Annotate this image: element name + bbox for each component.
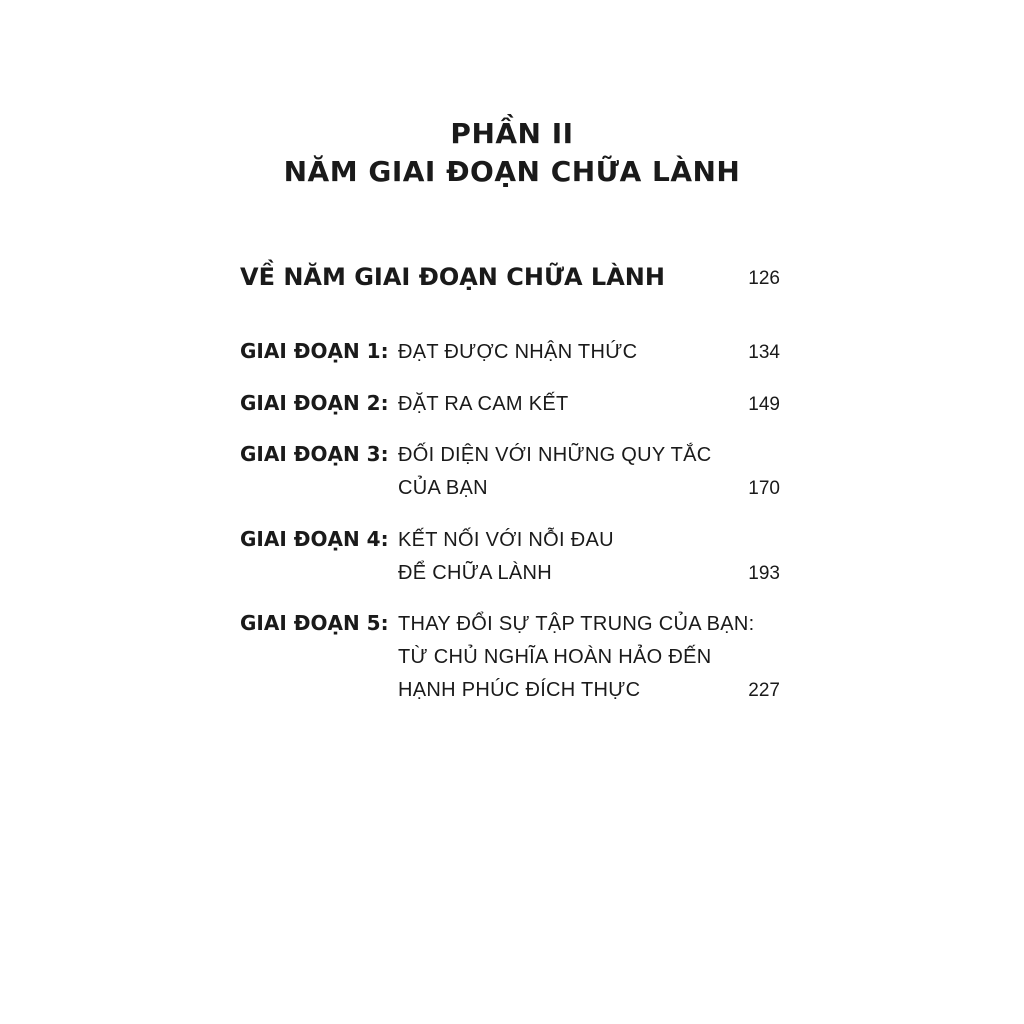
part-title: NĂM GIAI ĐOẠN CHỮA LÀNH: [283, 155, 741, 188]
toc-stage-title-line: HẠNH PHÚC ĐÍCH THỰC: [398, 679, 641, 701]
toc-stage-page: 227: [748, 680, 780, 701]
toc-stage-label: GIAI ĐOẠN 5:: [240, 611, 389, 635]
toc-stage-title-line: ĐỐI DIỆN VỚI NHỮNG QUY TẮC: [398, 444, 712, 466]
toc-intro-title: VỀ NĂM GIAI ĐOẠN CHỮA LÀNH: [240, 263, 665, 291]
toc-stage-title-line: ĐẠT ĐƯỢC NHẬN THỨC: [398, 341, 638, 363]
toc-stage-page: 193: [748, 563, 780, 584]
toc-stage-title-line: ĐẶT RA CAM KẾT: [398, 393, 569, 415]
toc-stage-label: GIAI ĐOẠN 4:: [240, 527, 389, 551]
toc-entry-stage-1[interactable]: [240, 341, 780, 365]
toc-stage-label: GIAI ĐOẠN 1:: [240, 339, 389, 363]
toc-stage-page: 170: [748, 478, 780, 499]
toc-stage-page: 134: [748, 342, 780, 363]
part-label: PHẦN II: [450, 117, 574, 150]
toc-entry-intro[interactable]: [240, 265, 780, 290]
toc-intro-page: 126: [748, 268, 780, 289]
toc-entry-stage-3[interactable]: [240, 444, 780, 504]
toc-stage-title-line: CỦA BẠN: [398, 477, 488, 499]
toc-stage-label: GIAI ĐOẠN 3:: [240, 442, 389, 466]
toc-stage-page: 149: [748, 394, 780, 415]
toc-stage-title-line: THAY ĐỔI SỰ TẬP TRUNG CỦA BẠN:: [398, 613, 755, 635]
toc-stage-title-line: KẾT NỐI VỚI NỖI ĐAU: [398, 529, 614, 551]
toc-stage-label: GIAI ĐOẠN 2:: [240, 391, 389, 415]
toc-entry-stage-4[interactable]: [240, 529, 780, 589]
toc-stage-title-line: TỪ CHỦ NGHĨA HOÀN HẢO ĐẾN: [398, 646, 712, 668]
toc-entry-stage-2[interactable]: [240, 393, 780, 417]
toc-stage-title-line: ĐỂ CHỮA LÀNH: [398, 562, 553, 584]
toc-entry-stage-5[interactable]: [240, 613, 780, 703]
